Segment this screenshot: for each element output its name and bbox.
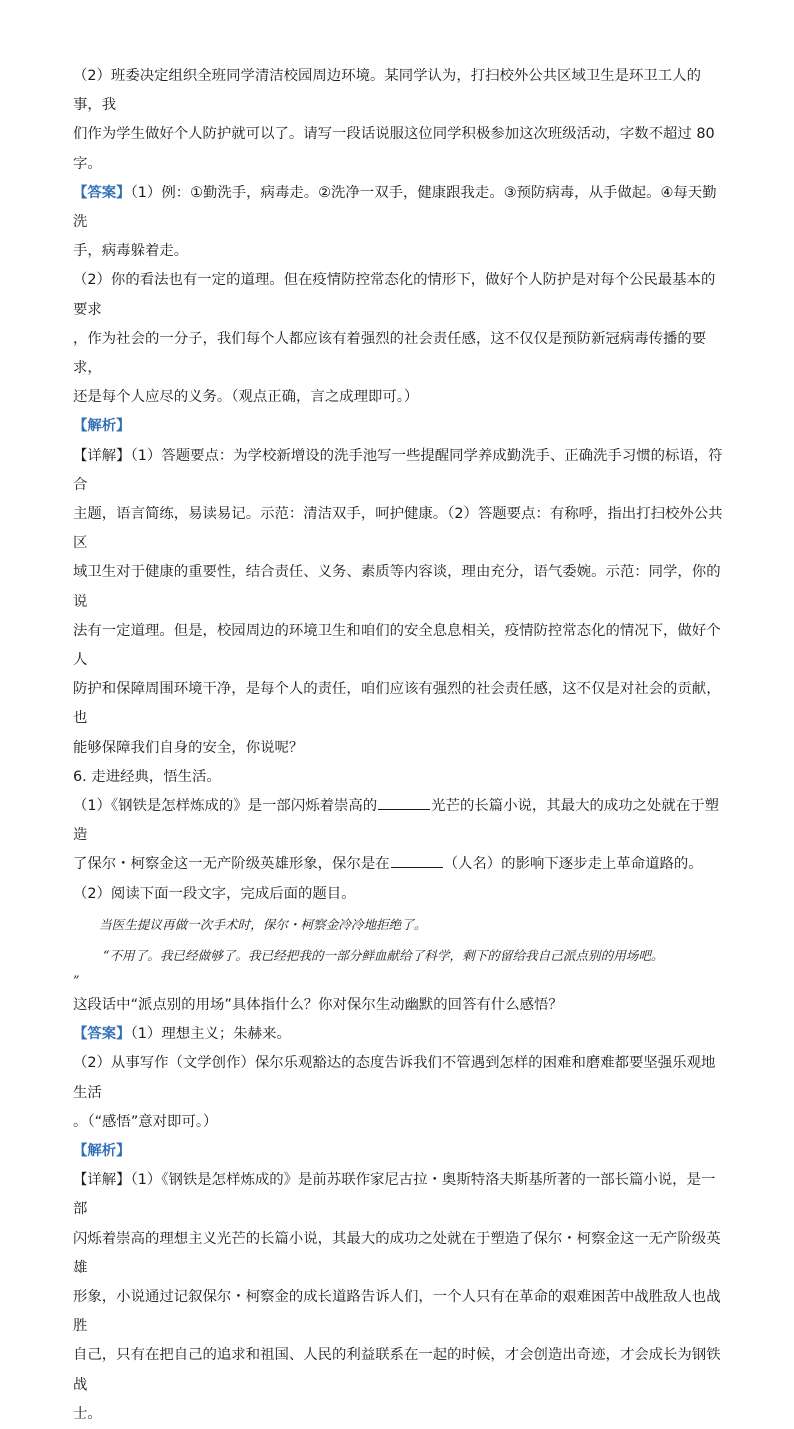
q6-quote-line2: “不用了。我已经做够了。我已经把我的一部分鲜血献给了科学，剩下的留给我自己派点别的用场吧。 — [103, 947, 664, 963]
q6-answer-line3: 。（“感悟”意对即可。） — [73, 1113, 218, 1130]
document-page — [73, 62, 725, 1429]
q5-answer-line3: （2）你的看法也有一定的道理。但在疫情防控常态化的情形下，做好个人防护是对每个公民最基本的要求 — [73, 272, 716, 318]
q6-part1-line1 — [73, 792, 725, 850]
q6-quote-line3: ” — [73, 972, 80, 988]
q6-part1-b: 光芒的长篇小说，其最大的成功之处就在于塑造 — [73, 798, 719, 844]
q6-detail-line2: 闪烁着崇高的理想主义光芒的长篇小说，其最大的成功之处就在于塑造了保尔・柯察金这一无产阶级英雄 — [73, 1230, 721, 1276]
q6-quote-line1: 当医生提议再做一次手术时，保尔・柯察金冷冷地拒绝了。 — [99, 916, 427, 932]
q6-analysis-label — [73, 1137, 725, 1166]
q5-answer-line2: 手，病毒躲着走。 — [73, 243, 189, 260]
fill-blank-1 — [378, 795, 430, 810]
q6-question: 这段话中“派点别的用场”具体指什么？你对保尔生动幽默的回答有什么感悟？ — [73, 996, 563, 1013]
q6-detail-text1: （1）《钢铁是怎样炼成的》是前苏联作家尼古拉・奥斯特洛夫斯基所著的一部长篇小说，是一部 — [73, 1172, 716, 1218]
q5-detail-text1: （1）答题要点：为学校新增设的洗手池写一些提醒同学养成勤洗手、正确洗手习惯的标语，符合 — [73, 447, 723, 493]
q6-part1-c: 了保尔・柯察金这一无产阶级英雄形象，保尔是在 — [73, 856, 390, 873]
q5-detail-line2: 主题，语言简练，易读易记。示范：清洁双手，呵护健康。（2）答题要点：有称呼，指出打扫校外公共区 — [73, 506, 723, 552]
q5-detail-line4: 法有一定道理。但是，校园周边的环境卫生和咱们的安全息息相关，疫情防控常态化的情况下，做好个人 — [73, 622, 721, 669]
q6-part1-a: （1）《钢铁是怎样炼成的》是一部闪烁着崇高的 — [73, 798, 378, 815]
q6-detail-line5: 士。 — [73, 1405, 102, 1422]
q6-part2: （2）阅读下面一段文字，完成后面的题目。 — [73, 885, 356, 902]
detail-label: 【详解】 — [73, 447, 131, 464]
q5-answer-line5: 还是每个人应尽的义务。（观点正确，言之成理即可。） — [73, 389, 419, 406]
q5-part2-line2: 们作为学生做好个人防护就可以了。请写一段话说服这位同学积极参加这次班级活动，字数不超过 80字。 — [73, 126, 715, 172]
q5-part2-line1: （2）班委决定组织全班同学清洁校园周边环境。某同学认为，打扫校外公共区域卫生是环卫工人的事，我 — [73, 68, 701, 114]
q5-detail-line6: 能够保障我们自身的安全，你说呢？ — [73, 739, 304, 756]
q6-title: 6. 走进经典，悟生活。 — [73, 768, 221, 785]
q6-answer-text1: （1）理想主义；朱赫来。 — [130, 1026, 291, 1043]
q5-analysis-label — [73, 412, 725, 441]
q6-detail-line4: 自己，只有在把自己的追求和祖国、人民的利益联系在一起的时候，才会创造出奇迹，才会成长为钢铁战 — [73, 1347, 721, 1393]
q5-detail-line3: 域卫生对于健康的重要性，结合责任、义务、素质等内容谈，理由充分，语气委婉。示范：同学，你的说 — [73, 564, 721, 610]
q6-part1-line2 — [73, 850, 725, 879]
q5-detail-line5: 防护和保障周围环境干净，是每个人的责任，咱们应该有强烈的社会责任感，这不仅是对社会的贡献，也 — [73, 681, 721, 727]
q6-detail-line3: 形象，小说通过记叙保尔・柯察金的成长道路告诉人们，一个人只有在革命的艰难困苦中战胜敌人也战胜 — [73, 1288, 721, 1335]
answer-label: 【答案】 — [73, 1026, 131, 1043]
q5-detail-line1 — [73, 442, 725, 500]
q6-answer-line2: （2）从事写作（文学创作）保尔乐观豁达的态度告诉我们不管遇到怎样的困难和磨难都要坚强乐观地生活 — [73, 1055, 716, 1101]
analysis-label: 【解析】 — [73, 1142, 131, 1159]
fill-blank-2 — [391, 853, 443, 868]
analysis-label: 【解析】 — [73, 418, 131, 435]
q5-answer-text1: （1）例：①勤洗手，病毒走。②洗净一双手，健康跟我走。③预防病毒，从手做起。④每天勤洗 — [73, 184, 717, 231]
answer-label: 【答案】 — [73, 184, 131, 201]
q6-detail-line1 — [73, 1166, 725, 1224]
q5-answer-line4: ，作为社会的一分子，我们每个人都应该有着强烈的社会责任感，这不仅仅是预防新冠病毒传播的要求， — [73, 330, 707, 377]
q5-answer-line1 — [73, 179, 725, 237]
q6-answer-line1 — [73, 1020, 725, 1049]
detail-label: 【详解】 — [73, 1172, 131, 1189]
q6-part1-d: （人名）的影响下逐步走上革命道路的。 — [443, 856, 703, 873]
